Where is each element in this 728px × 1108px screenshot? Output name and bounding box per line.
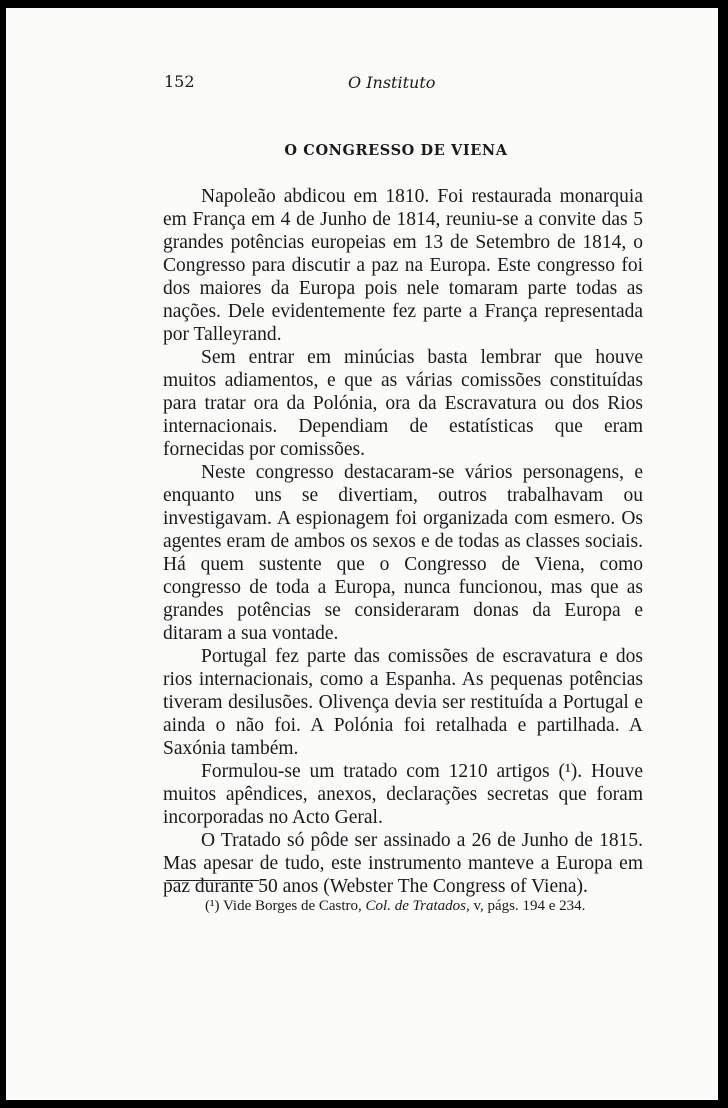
paragraph: Neste congresso destacaram-se vários personagens, e enquanto uns se divertiam, outros trabalhavam ou investigavam. A espionagem foi organizada com esmero. Os agentes eram de ambos os sexos e de todas as classes sociais. Há quem sustente que o Congresso de Viena, como congresso de toda a Europa, nunca funcionou, mas que as grandes potências se consideraram donas da Europa e ditaram a sua vontade. bbox=[163, 462, 643, 644]
footnote-citation-title: Col. de Tratados, bbox=[365, 898, 470, 914]
footnote-text: Vide Borges de Castro, bbox=[222, 898, 362, 914]
section-title: O CONGRESSO DE VIENA bbox=[284, 142, 508, 159]
footnote-divider bbox=[166, 880, 259, 881]
paragraph: Formulou-se um tratado com 1210 artigos (¹). Houve muitos apêndices, anexos, declarações secretas que foram incorporadas no Acto Geral. bbox=[163, 761, 643, 828]
paragraph: Sem entrar em minúcias basta lembrar que houve muitos adiamentos, e que as várias comissões constituídas para tratar ora da Polónia, ora da Escravatura ou dos Rios internacionais. Dependiam de estatísticas que eram fornecidas por comissões. bbox=[163, 347, 643, 460]
paragraph: Napoleão abdicou em 1810. Foi restaurada monarquia em França em 4 de Junho de 1814, reuniu-se a convite das 5 grandes potências europeias em 13 de Setembro de 1814, o Congresso para discutir a paz na Europa. Este congresso foi dos maiores da Europa pois nele tomaram parte todas as nações. Dele evidentemente fez parte a França representada por Talleyrand. bbox=[163, 186, 643, 345]
footnote-marker: (¹) bbox=[205, 898, 220, 914]
paragraph: O Tratado só pôde ser assinado a 26 de Junho de 1815. Mas apesar de tudo, este instrumento manteve a Europa em paz durante 50 anos (Webster The Congress of Viena). bbox=[163, 830, 643, 897]
running-title: O Instituto bbox=[348, 73, 436, 92]
footnote bbox=[163, 895, 643, 918]
body-text bbox=[163, 185, 643, 898]
paragraph: Portugal fez parte das comissões de escravatura e dos rios internacionais, como a Espanha. As pequenas potências tiveram desilusões. Olivença devia ser restituída a Portugal e ainda o não foi. A Polónia foi retalhada e partilhada. A Saxónia também. bbox=[163, 646, 643, 759]
footnote-pages: v, págs. 194 e 234. bbox=[473, 898, 586, 914]
book-page bbox=[6, 8, 718, 1100]
page-number: 152 bbox=[164, 72, 195, 91]
